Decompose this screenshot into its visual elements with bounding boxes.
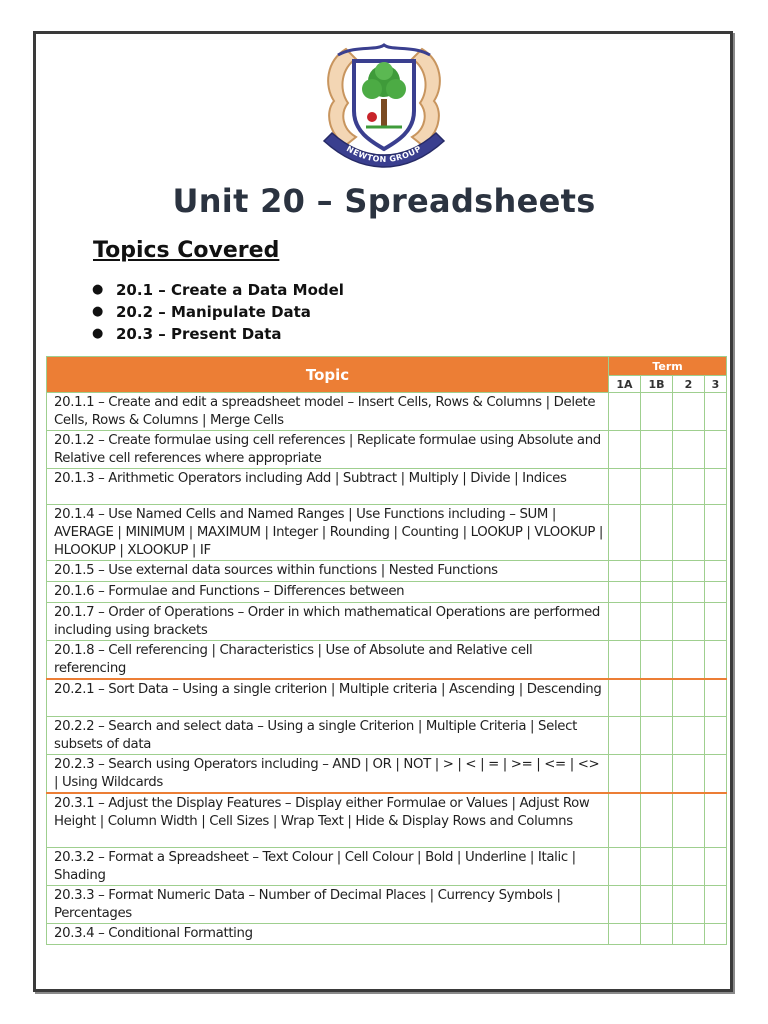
topic-cell: 20.2.2 – Search and select data – Using a single Criterion | Multiple Criteria | Select subsets of data [47,716,609,754]
header-term-3: 3 [705,376,727,393]
term-checkbox-cell[interactable] [673,716,705,754]
logo-banner-text: NEWTON GROUP [344,144,424,165]
term-checkbox-cell[interactable] [673,603,705,641]
term-checkbox-cell[interactable] [641,561,673,582]
term-checkbox-cell[interactable] [609,603,641,641]
header-term-2: 2 [673,376,705,393]
term-checkbox-cell[interactable] [641,582,673,603]
table-row [47,793,727,848]
term-checkbox-cell[interactable] [673,582,705,603]
term-checkbox-cell[interactable] [705,679,727,716]
term-checkbox-cell[interactable] [609,469,641,505]
term-checkbox-cell[interactable] [705,924,727,945]
header-topic: Topic [47,357,609,393]
topic-label: 20.3 – Present Data [116,325,282,343]
table-row [47,393,727,431]
term-checkbox-cell[interactable] [609,754,641,793]
term-checkbox-cell[interactable] [609,393,641,431]
header-term-1a: 1A [609,376,641,393]
table-header-row [47,357,727,376]
topics-covered-heading: Topics Covered [93,238,280,263]
page-title: Unit 20 – Spreadsheets [172,182,596,220]
table-row [47,886,727,924]
list-item [92,301,344,323]
term-checkbox-cell[interactable] [609,886,641,924]
topic-cell: 20.1.7 – Order of Operations – Order in which mathematical Operations are performed including using brackets [47,603,609,641]
term-checkbox-cell[interactable] [641,469,673,505]
term-checkbox-cell[interactable] [673,754,705,793]
table-row [47,679,727,716]
term-checkbox-cell[interactable] [705,505,727,561]
bullet-icon: ● [92,282,104,297]
bullet-icon: ● [92,304,104,319]
table-row [47,505,727,561]
table-row [47,641,727,680]
term-checkbox-cell[interactable] [673,793,705,848]
topic-label: 20.1 – Create a Data Model [116,281,344,299]
list-item [92,323,344,345]
term-checkbox-cell[interactable] [609,431,641,469]
term-checkbox-cell[interactable] [705,603,727,641]
term-checkbox-cell[interactable] [609,561,641,582]
topic-cell: 20.1.8 – Cell referencing | Characteristics | Use of Absolute and Relative cell referencing [47,641,609,680]
term-checkbox-cell[interactable] [641,924,673,945]
term-checkbox-cell[interactable] [641,431,673,469]
term-checkbox-cell[interactable] [673,679,705,716]
term-checkbox-cell[interactable] [641,641,673,680]
term-checkbox-cell[interactable] [641,603,673,641]
term-checkbox-cell[interactable] [641,679,673,716]
topic-label: 20.2 – Manipulate Data [116,303,311,321]
topic-cell: 20.1.2 – Create formulae using cell references | Replicate formulae using Absolute and Relative cell references where appropriate [47,431,609,469]
term-checkbox-cell[interactable] [705,716,727,754]
term-checkbox-cell[interactable] [609,679,641,716]
term-checkbox-cell[interactable] [705,641,727,680]
table-row [47,716,727,754]
newton-group-crest-logo [316,41,452,175]
topic-cell: 20.3.1 – Adjust the Display Features – Display either Formulae or Values | Adjust Row Height | Column Width | Cell Sizes | Wrap Text | Hide & Display Rows and Columns [47,793,609,848]
table-row [47,924,727,945]
table-row [47,469,727,505]
term-checkbox-cell[interactable] [673,469,705,505]
topic-cell: 20.2.1 – Sort Data – Using a single criterion | Multiple criteria | Ascending | Descending [47,679,609,716]
term-checkbox-cell[interactable] [641,848,673,886]
term-checkbox-cell[interactable] [673,886,705,924]
term-checkbox-cell[interactable] [641,716,673,754]
term-checkbox-cell[interactable] [705,754,727,793]
term-checkbox-cell[interactable] [609,582,641,603]
term-checkbox-cell[interactable] [641,886,673,924]
topic-cell: 20.3.2 – Format a Spreadsheet – Text Colour | Cell Colour | Bold | Underline | Italic | Shading [47,848,609,886]
term-checkbox-cell[interactable] [705,469,727,505]
term-checkbox-cell[interactable] [705,886,727,924]
table-row [47,603,727,641]
topics-term-table [46,356,727,945]
term-checkbox-cell[interactable] [673,505,705,561]
term-checkbox-cell[interactable] [609,848,641,886]
topic-cell: 20.3.4 – Conditional Formatting [47,924,609,945]
bullet-icon: ● [92,326,104,341]
term-checkbox-cell[interactable] [609,641,641,680]
topic-cell: 20.1.1 – Create and edit a spreadsheet model – Insert Cells, Rows & Columns | Delete Cells, Rows & Columns | Merge Cells [47,393,609,431]
list-item [92,279,344,301]
term-checkbox-cell[interactable] [609,793,641,848]
term-checkbox-cell[interactable] [705,431,727,469]
term-checkbox-cell[interactable] [641,793,673,848]
table-row [47,561,727,582]
table-row [47,848,727,886]
term-checkbox-cell[interactable] [705,793,727,848]
table-row [47,431,727,469]
term-checkbox-cell[interactable] [641,754,673,793]
topic-cell: 20.1.6 – Formulae and Functions – Differences between [47,582,609,603]
term-checkbox-cell[interactable] [673,561,705,582]
header-term: Term [609,357,727,376]
topic-cell: 20.1.5 – Use external data sources within functions | Nested Functions [47,561,609,582]
term-checkbox-cell[interactable] [673,848,705,886]
term-checkbox-cell[interactable] [673,924,705,945]
topics-covered-list [92,279,344,345]
term-checkbox-cell[interactable] [705,848,727,886]
term-checkbox-cell[interactable] [673,641,705,680]
term-checkbox-cell[interactable] [609,924,641,945]
table-row [47,582,727,603]
term-checkbox-cell[interactable] [673,393,705,431]
topic-cell: 20.1.3 – Arithmetic Operators including Add | Subtract | Multiply | Divide | Indices [47,469,609,505]
topic-cell: 20.2.3 – Search using Operators including – AND | OR | NOT | > | < | = | >= | <= | <> | Using Wildcards [47,754,609,793]
term-checkbox-cell[interactable] [705,561,727,582]
term-checkbox-cell[interactable] [673,431,705,469]
term-checkbox-cell[interactable] [609,505,641,561]
term-checkbox-cell[interactable] [705,582,727,603]
header-term-1b: 1B [641,376,673,393]
term-checkbox-cell[interactable] [609,716,641,754]
term-checkbox-cell[interactable] [641,505,673,561]
topic-cell: 20.1.4 – Use Named Cells and Named Ranges | Use Functions including – SUM | AVERAGE | MINIMUM | MAXIMUM | Integer | Rounding | Counting | LOOKUP | VLOOKUP | HLOOKUP | XLOOKUP | IF [47,505,609,561]
term-checkbox-cell[interactable] [641,393,673,431]
table-row [47,754,727,793]
term-checkbox-cell[interactable] [705,393,727,431]
topic-cell: 20.3.3 – Format Numeric Data – Number of Decimal Places | Currency Symbols | Percentages [47,886,609,924]
